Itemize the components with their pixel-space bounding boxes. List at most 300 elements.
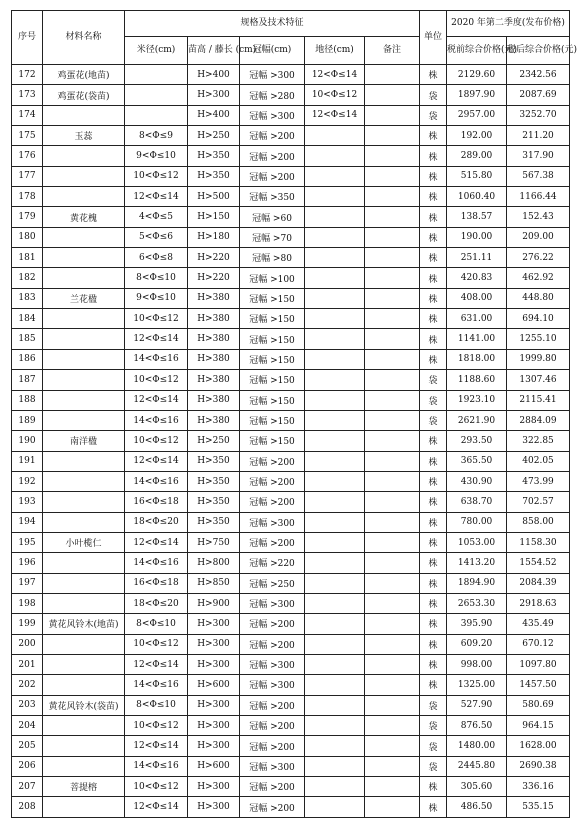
remark-cell [365,105,420,125]
remark-cell [365,471,420,491]
pretax-price-cell: 1897.90 [447,85,507,105]
header-height: 苗高 / 藤长 (cm) [188,37,240,65]
unit-cell: 株 [420,207,447,227]
material-name: 黄花风铃木(地苗) [43,614,125,634]
ground-diameter-cell [305,634,365,654]
aftertax-price-cell: 2115.41 [507,390,570,410]
unit-cell: 株 [420,146,447,166]
ground-diameter-cell [305,207,365,227]
aftertax-price-cell: 322.85 [507,431,570,451]
table-row [12,614,570,634]
remark-cell [365,227,420,247]
remark-cell [365,675,420,695]
header-crown: 冠幅(cm) [240,37,305,65]
table-row [12,146,570,166]
table-row [12,532,570,552]
crown-cell: 冠幅 >150 [240,390,305,410]
row-index: 195 [12,532,43,552]
row-index: 200 [12,634,43,654]
ground-diameter-cell [305,268,365,288]
aftertax-price-cell: 1999.80 [507,349,570,369]
pretax-price-cell: 138.57 [447,207,507,227]
crown-cell: 冠幅 >300 [240,675,305,695]
header-aftertax-price: 税后综合价格(元) [507,37,570,65]
pretax-price-cell: 305.60 [447,777,507,797]
pretax-price-cell: 486.50 [447,797,507,817]
material-name [43,370,125,390]
ground-diameter-cell [305,492,365,512]
diameter-cell: 12<Φ≤14 [125,736,188,756]
table-row [12,85,570,105]
height-cell: H>850 [188,573,240,593]
material-name [43,187,125,207]
material-name: 小叶榄仁 [43,532,125,552]
material-name [43,248,125,268]
unit-cell: 株 [420,309,447,329]
crown-cell: 冠幅 >200 [240,126,305,146]
row-index: 208 [12,797,43,817]
height-cell: H>250 [188,431,240,451]
diameter-cell: 18<Φ≤20 [125,593,188,613]
ground-diameter-cell [305,777,365,797]
aftertax-price-cell: 702.57 [507,492,570,512]
aftertax-price-cell: 2342.56 [507,65,570,85]
row-index: 186 [12,349,43,369]
row-index: 196 [12,553,43,573]
diameter-cell: 18<Φ≤20 [125,512,188,532]
unit-cell: 袋 [420,390,447,410]
unit-cell: 株 [420,65,447,85]
table-row [12,797,570,817]
remark-cell [365,207,420,227]
unit-cell: 株 [420,532,447,552]
unit-cell: 袋 [420,756,447,776]
crown-cell: 冠幅 >150 [240,349,305,369]
crown-cell: 冠幅 >200 [240,716,305,736]
remark-cell [365,65,420,85]
diameter-cell: 12<Φ≤14 [125,329,188,349]
row-index: 179 [12,207,43,227]
diameter-cell: 8<Φ≤10 [125,695,188,715]
crown-cell: 冠幅 >70 [240,227,305,247]
table-row [12,634,570,654]
crown-cell: 冠幅 >150 [240,309,305,329]
aftertax-price-cell: 580.69 [507,695,570,715]
table-row [12,756,570,776]
crown-cell: 冠幅 >200 [240,634,305,654]
remark-cell [365,736,420,756]
unit-cell: 株 [420,553,447,573]
unit-cell: 株 [420,349,447,369]
pretax-price-cell: 2445.80 [447,756,507,776]
pretax-price-cell: 638.70 [447,492,507,512]
unit-cell: 株 [420,593,447,613]
aftertax-price-cell: 2084.39 [507,573,570,593]
diameter-cell: 16<Φ≤18 [125,573,188,593]
pretax-price-cell: 190.00 [447,227,507,247]
ground-diameter-cell [305,654,365,674]
aftertax-price-cell: 1255.10 [507,329,570,349]
remark-cell [365,553,420,573]
unit-cell: 株 [420,512,447,532]
height-cell: H>300 [188,797,240,817]
crown-cell: 冠幅 >280 [240,85,305,105]
aftertax-price-cell: 2884.09 [507,410,570,430]
crown-cell: 冠幅 >200 [240,695,305,715]
pretax-price-cell: 1413.20 [447,553,507,573]
ground-diameter-cell [305,797,365,817]
material-name [43,512,125,532]
row-index: 178 [12,187,43,207]
unit-cell: 株 [420,166,447,186]
table-row [12,248,570,268]
unit-cell: 株 [420,471,447,491]
pretax-price-cell: 293.50 [447,431,507,451]
pretax-price-cell: 1818.00 [447,349,507,369]
unit-cell: 株 [420,675,447,695]
table-row [12,471,570,491]
crown-cell: 冠幅 >60 [240,207,305,227]
pretax-price-cell: 631.00 [447,309,507,329]
diameter-cell: 10<Φ≤12 [125,370,188,390]
height-cell: H>500 [188,187,240,207]
unit-cell: 株 [420,777,447,797]
table-row [12,573,570,593]
table-row [12,187,570,207]
material-name: 鸡蛋花(地苗) [43,65,125,85]
height-cell: H>350 [188,166,240,186]
remark-cell [365,573,420,593]
row-index: 184 [12,309,43,329]
row-index: 191 [12,451,43,471]
crown-cell: 冠幅 >200 [240,797,305,817]
material-name [43,553,125,573]
unit-cell: 株 [420,329,447,349]
ground-diameter-cell [305,248,365,268]
material-name: 菩提榕 [43,777,125,797]
height-cell: H>300 [188,614,240,634]
crown-cell: 冠幅 >80 [240,248,305,268]
table-row [12,675,570,695]
row-index: 205 [12,736,43,756]
pretax-price-cell: 876.50 [447,716,507,736]
aftertax-price-cell: 435.49 [507,614,570,634]
table-row [12,736,570,756]
ground-diameter-cell [305,573,365,593]
material-name [43,349,125,369]
diameter-cell: 4<Φ≤5 [125,207,188,227]
pretax-price-cell: 1325.00 [447,675,507,695]
ground-diameter-cell [305,756,365,776]
row-index: 182 [12,268,43,288]
row-index: 206 [12,756,43,776]
diameter-cell: 14<Φ≤16 [125,553,188,573]
remark-cell [365,777,420,797]
row-index: 177 [12,166,43,186]
ground-diameter-cell [305,553,365,573]
row-index: 199 [12,614,43,634]
pretax-price-cell: 251.11 [447,248,507,268]
pretax-price-cell: 609.20 [447,634,507,654]
diameter-cell: 12<Φ≤14 [125,187,188,207]
table-row [12,716,570,736]
aftertax-price-cell: 211.20 [507,126,570,146]
height-cell: H>220 [188,268,240,288]
material-name: 鸡蛋花(袋苗) [43,85,125,105]
row-index: 197 [12,573,43,593]
remark-cell [365,756,420,776]
crown-cell: 冠幅 >150 [240,410,305,430]
unit-cell: 株 [420,614,447,634]
row-index: 181 [12,248,43,268]
pretax-price-cell: 780.00 [447,512,507,532]
row-index: 190 [12,431,43,451]
material-name [43,166,125,186]
remark-cell [365,512,420,532]
height-cell: H>300 [188,777,240,797]
header-material-name: 材料名称 [43,11,125,65]
ground-diameter-cell: 12<Φ≤14 [305,105,365,125]
crown-cell: 冠幅 >200 [240,532,305,552]
pretax-price-cell: 1923.10 [447,390,507,410]
remark-cell [365,695,420,715]
table-row [12,288,570,308]
row-index: 175 [12,126,43,146]
table-row [12,410,570,430]
height-cell: H>380 [188,329,240,349]
material-name [43,675,125,695]
crown-cell: 冠幅 >300 [240,593,305,613]
material-name [43,451,125,471]
material-name: 黄花槐 [43,207,125,227]
row-index: 173 [12,85,43,105]
material-name [43,634,125,654]
crown-cell: 冠幅 >220 [240,553,305,573]
height-cell: H>350 [188,512,240,532]
remark-cell [365,126,420,146]
diameter-cell: 8<Φ≤9 [125,126,188,146]
unit-cell: 株 [420,268,447,288]
material-name [43,329,125,349]
unit-cell: 袋 [420,410,447,430]
row-index: 204 [12,716,43,736]
table-row [12,309,570,329]
remark-cell [365,146,420,166]
unit-cell: 袋 [420,105,447,125]
ground-diameter-cell [305,370,365,390]
header-ground-diameter: 地径(cm) [305,37,365,65]
crown-cell: 冠幅 >300 [240,756,305,776]
pretax-price-cell: 2957.00 [447,105,507,125]
pretax-price-cell: 289.00 [447,146,507,166]
pretax-price-cell: 420.83 [447,268,507,288]
height-cell: H>380 [188,370,240,390]
row-index: 189 [12,410,43,430]
row-index: 194 [12,512,43,532]
height-cell: H>300 [188,654,240,674]
material-name [43,654,125,674]
aftertax-price-cell: 1166.44 [507,187,570,207]
table-row [12,451,570,471]
unit-cell: 袋 [420,736,447,756]
ground-diameter-cell [305,695,365,715]
pretax-price-cell: 998.00 [447,654,507,674]
height-cell: H>380 [188,309,240,329]
pretax-price-cell: 1141.00 [447,329,507,349]
pretax-price-cell: 365.50 [447,451,507,471]
unit-cell: 株 [420,126,447,146]
table-row [12,390,570,410]
crown-cell: 冠幅 >200 [240,492,305,512]
height-cell: H>380 [188,349,240,369]
aftertax-price-cell: 2918.63 [507,593,570,613]
pretax-price-cell: 192.00 [447,126,507,146]
row-index: 188 [12,390,43,410]
unit-cell: 株 [420,573,447,593]
ground-diameter-cell [305,512,365,532]
pretax-price-cell: 1480.00 [447,736,507,756]
pretax-price-cell: 408.00 [447,288,507,308]
ground-diameter-cell [305,288,365,308]
crown-cell: 冠幅 >200 [240,471,305,491]
diameter-cell: 14<Φ≤16 [125,675,188,695]
remark-cell [365,654,420,674]
table-row [12,329,570,349]
ground-diameter-cell [305,146,365,166]
pretax-price-cell: 395.90 [447,614,507,634]
ground-diameter-cell [305,166,365,186]
row-index: 193 [12,492,43,512]
remark-cell [365,410,420,430]
aftertax-price-cell: 448.80 [507,288,570,308]
aftertax-price-cell: 317.90 [507,146,570,166]
height-cell: H>350 [188,471,240,491]
pretax-price-cell: 1188.60 [447,370,507,390]
material-name [43,573,125,593]
row-index: 176 [12,146,43,166]
height-cell: H>380 [188,410,240,430]
diameter-cell: 10<Φ≤12 [125,431,188,451]
aftertax-price-cell: 694.10 [507,309,570,329]
table-row [12,207,570,227]
ground-diameter-cell [305,736,365,756]
diameter-cell: 12<Φ≤14 [125,532,188,552]
table-row [12,512,570,532]
row-index: 185 [12,329,43,349]
aftertax-price-cell: 1158.30 [507,532,570,552]
crown-cell: 冠幅 >200 [240,146,305,166]
diameter-cell: 14<Φ≤16 [125,410,188,430]
material-name [43,471,125,491]
pretax-price-cell: 2129.60 [447,65,507,85]
ground-diameter-cell [305,126,365,146]
crown-cell: 冠幅 >150 [240,288,305,308]
diameter-cell: 6<Φ≤8 [125,248,188,268]
height-cell: H>380 [188,288,240,308]
header-spec-group: 规格及技术特征 [125,11,420,37]
diameter-cell [125,65,188,85]
aftertax-price-cell: 567.38 [507,166,570,186]
row-index: 192 [12,471,43,491]
aftertax-price-cell: 964.15 [507,716,570,736]
height-cell: H>350 [188,146,240,166]
row-index: 172 [12,65,43,85]
aftertax-price-cell: 276.22 [507,248,570,268]
material-name: 兰花楹 [43,288,125,308]
diameter-cell: 10<Φ≤12 [125,777,188,797]
table-body [12,65,570,818]
aftertax-price-cell: 2087.69 [507,85,570,105]
material-name [43,390,125,410]
ground-diameter-cell [305,187,365,207]
material-name: 玉蕊 [43,126,125,146]
material-name: 黄花风铃木(袋苗) [43,695,125,715]
aftertax-price-cell: 473.99 [507,471,570,491]
remark-cell [365,288,420,308]
diameter-cell [125,105,188,125]
crown-cell: 冠幅 >300 [240,512,305,532]
diameter-cell [125,85,188,105]
aftertax-price-cell: 1097.80 [507,654,570,674]
diameter-cell: 8<Φ≤10 [125,268,188,288]
crown-cell: 冠幅 >300 [240,65,305,85]
ground-diameter-cell [305,227,365,247]
row-index: 187 [12,370,43,390]
crown-cell: 冠幅 >100 [240,268,305,288]
height-cell: H>300 [188,634,240,654]
ground-diameter-cell [305,593,365,613]
pretax-price-cell: 527.90 [447,695,507,715]
table-row [12,593,570,613]
remark-cell [365,187,420,207]
remark-cell [365,593,420,613]
diameter-cell: 5<Φ≤6 [125,227,188,247]
remark-cell [365,431,420,451]
ground-diameter-cell [305,349,365,369]
table-row [12,553,570,573]
table-row [12,126,570,146]
height-cell: H>300 [188,85,240,105]
remark-cell [365,329,420,349]
table-row [12,431,570,451]
ground-diameter-cell [305,410,365,430]
material-name [43,309,125,329]
diameter-cell: 14<Φ≤16 [125,349,188,369]
ground-diameter-cell [305,675,365,695]
diameter-cell: 10<Φ≤12 [125,166,188,186]
height-cell: H>800 [188,553,240,573]
aftertax-price-cell: 1307.46 [507,370,570,390]
crown-cell: 冠幅 >200 [240,736,305,756]
height-cell: H>300 [188,736,240,756]
material-name [43,756,125,776]
pretax-price-cell: 1060.40 [447,187,507,207]
table-row [12,654,570,674]
remark-cell [365,634,420,654]
aftertax-price-cell: 462.92 [507,268,570,288]
remark-cell [365,268,420,288]
unit-cell: 株 [420,187,447,207]
height-cell: H>380 [188,390,240,410]
table-row [12,268,570,288]
height-cell: H>300 [188,695,240,715]
ground-diameter-cell [305,451,365,471]
table-row [12,492,570,512]
height-cell: H>300 [188,716,240,736]
aftertax-price-cell: 152.43 [507,207,570,227]
row-index: 198 [12,593,43,613]
remark-cell [365,370,420,390]
